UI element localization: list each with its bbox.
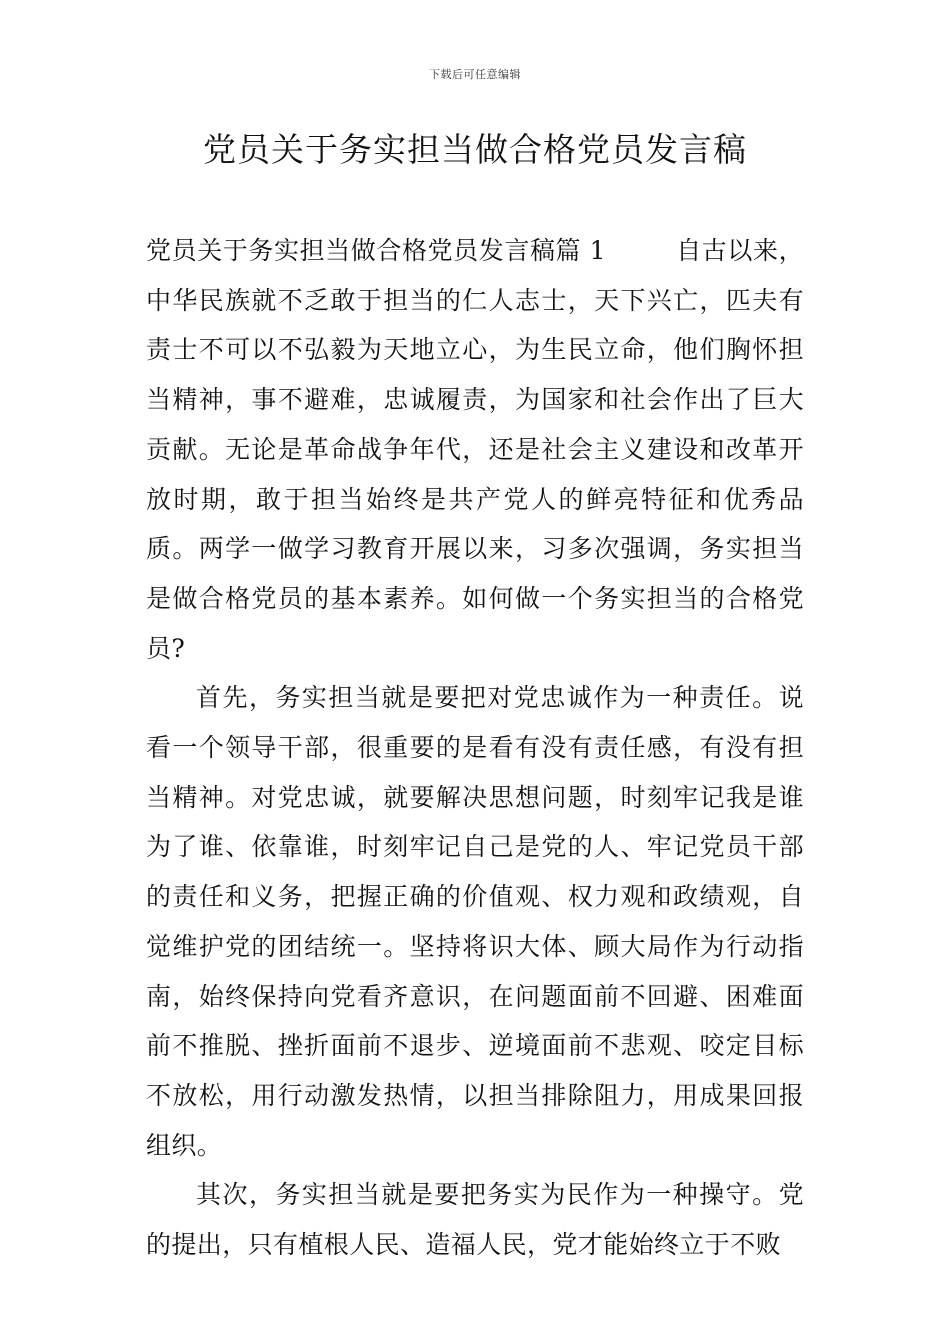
paragraph-3: 其次，务实担当就是要把务实为民作为一种操守。党的提出，只有植根人民、造福人民，党才能始终立于不败 [146, 1180, 804, 1260]
document-body [146, 226, 804, 1270]
section-heading: 党员关于务实担当做合格党员发言稿篇 1 [146, 236, 606, 265]
paragraph-1-text: 自古以来，中华民族就不乏敢于担当的仁人志士，天下兴亡，匹夫有责士不可以不弘毅为天地立心，为生民立命，他们胸怀担当精神，事不避难，忠诚履责，为国家和社会作出了巨大贡献。无论是革命战争年代，还是社会主义建设和改革开放时期，敢于担当始终是共产党人的鲜亮特征和优秀品质。两学一做学习教育开展以来，习多次强调，务实担当是做合格党员的基本素养。如何做一个务实担当的合格党员? [146, 236, 804, 663]
header-note: 下载后可任意编辑 [429, 68, 521, 81]
paragraph-1 [146, 226, 804, 673]
paragraph-2: 首先，务实担当就是要把对党忠诚作为一种责任。说看一个领导干部，很重要的是看有没有责任感，有没有担当精神。对党忠诚，就要解决思想问题，时刻牢记我是谁为了谁、依靠谁，时刻牢记自己是党的人、牢记党员干部的责任和义务，把握正确的价值观、权力观和政绩观，自觉维护党的团结统一。坚持将识大体、顾大局作为行动指南，始终保持向党看齐意识，在问题面前不回避、困难面前不推脱、挫折面前不退步、逆境面前不悲观、咬定目标不放松，用行动激发热情，以担当排除阻力，用成果回报组织。 [146, 683, 804, 1160]
document-title: 党员关于务实担当做合格党员发言稿 [203, 130, 747, 169]
